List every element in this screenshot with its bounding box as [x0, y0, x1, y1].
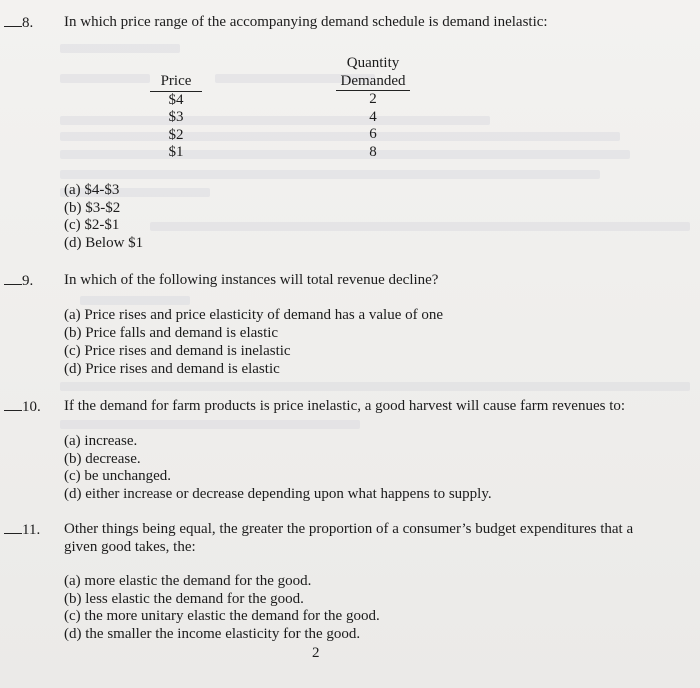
answer-blank[interactable] [4, 520, 22, 534]
q11-option-d[interactable]: (d) the smaller the income elasticity for the good. [64, 625, 361, 642]
q8-stem: In which price range of the accompanying demand schedule is demand inelastic: [64, 14, 548, 30]
quantity-cell: 2 [369, 91, 377, 107]
q8-option-c[interactable]: (c) $2-$1 [64, 217, 120, 233]
q8-option-b[interactable]: (b) $3-$2 [64, 199, 121, 216]
quantity-cell: 8 [369, 143, 377, 160]
quantity-header-line2: Demanded [336, 73, 410, 92]
q11-option-c[interactable]: (c) the more unitary elastic the demand for the good. [64, 608, 380, 624]
q9-number: 9. [4, 271, 33, 290]
q8-option-a[interactable]: (a) $4-$3 [64, 182, 120, 198]
q9-option-d[interactable]: (d) Price rises and demand is elastic [64, 360, 280, 377]
price-cell: $1 [168, 144, 184, 160]
q11-stem-line2: given good takes, the: [64, 539, 196, 555]
q10-stem: If the demand for farm products is price inelastic, a good harvest will cause farm revenues to: [64, 398, 626, 414]
quantity-cell: 4 [369, 108, 377, 125]
q10-number: 10. [4, 397, 41, 416]
q10-option-a[interactable]: (a) increase. [64, 433, 138, 449]
answer-blank[interactable] [4, 271, 22, 285]
quantity-header-line1: Quantity [346, 55, 400, 71]
q8-number: 8. [4, 13, 33, 32]
q10-option-c[interactable]: (c) be unchanged. [64, 468, 172, 484]
q11-number: 11. [4, 520, 40, 539]
quantity-cell: 6 [369, 126, 377, 142]
price-cell: $4 [168, 91, 184, 108]
price-header: Price [150, 73, 202, 92]
page-number: 2 [312, 645, 320, 661]
q10-option-b[interactable]: (b) decrease. [64, 450, 141, 467]
q10-option-d[interactable]: (d) either increase or decrease depending upon what happens to supply. [64, 485, 492, 502]
price-column [150, 73, 202, 162]
q9-option-b[interactable]: (b) Price falls and demand is elastic [64, 325, 279, 341]
q11-option-a[interactable]: (a) more elastic the demand for the good. [64, 573, 312, 589]
price-cell: $2 [168, 126, 184, 143]
q9-stem: In which of the following instances will total revenue decline? [64, 272, 439, 288]
q9-option-c[interactable]: (c) Price rises and demand is inelastic [64, 343, 291, 359]
q11-option-b[interactable]: (b) less elastic the demand for the good. [64, 590, 304, 607]
answer-blank[interactable] [4, 397, 22, 411]
quantity-column [336, 55, 410, 161]
answer-blank[interactable] [4, 13, 22, 27]
price-cell: $3 [168, 109, 184, 125]
q9-option-a[interactable]: (a) Price rises and price elasticity of demand has a value of one [64, 307, 444, 323]
q11-stem-line1: Other things being equal, the greater the proportion of a consumer’s budget expenditures that a [64, 521, 634, 537]
q8-option-d[interactable]: (d) Below $1 [64, 234, 144, 251]
